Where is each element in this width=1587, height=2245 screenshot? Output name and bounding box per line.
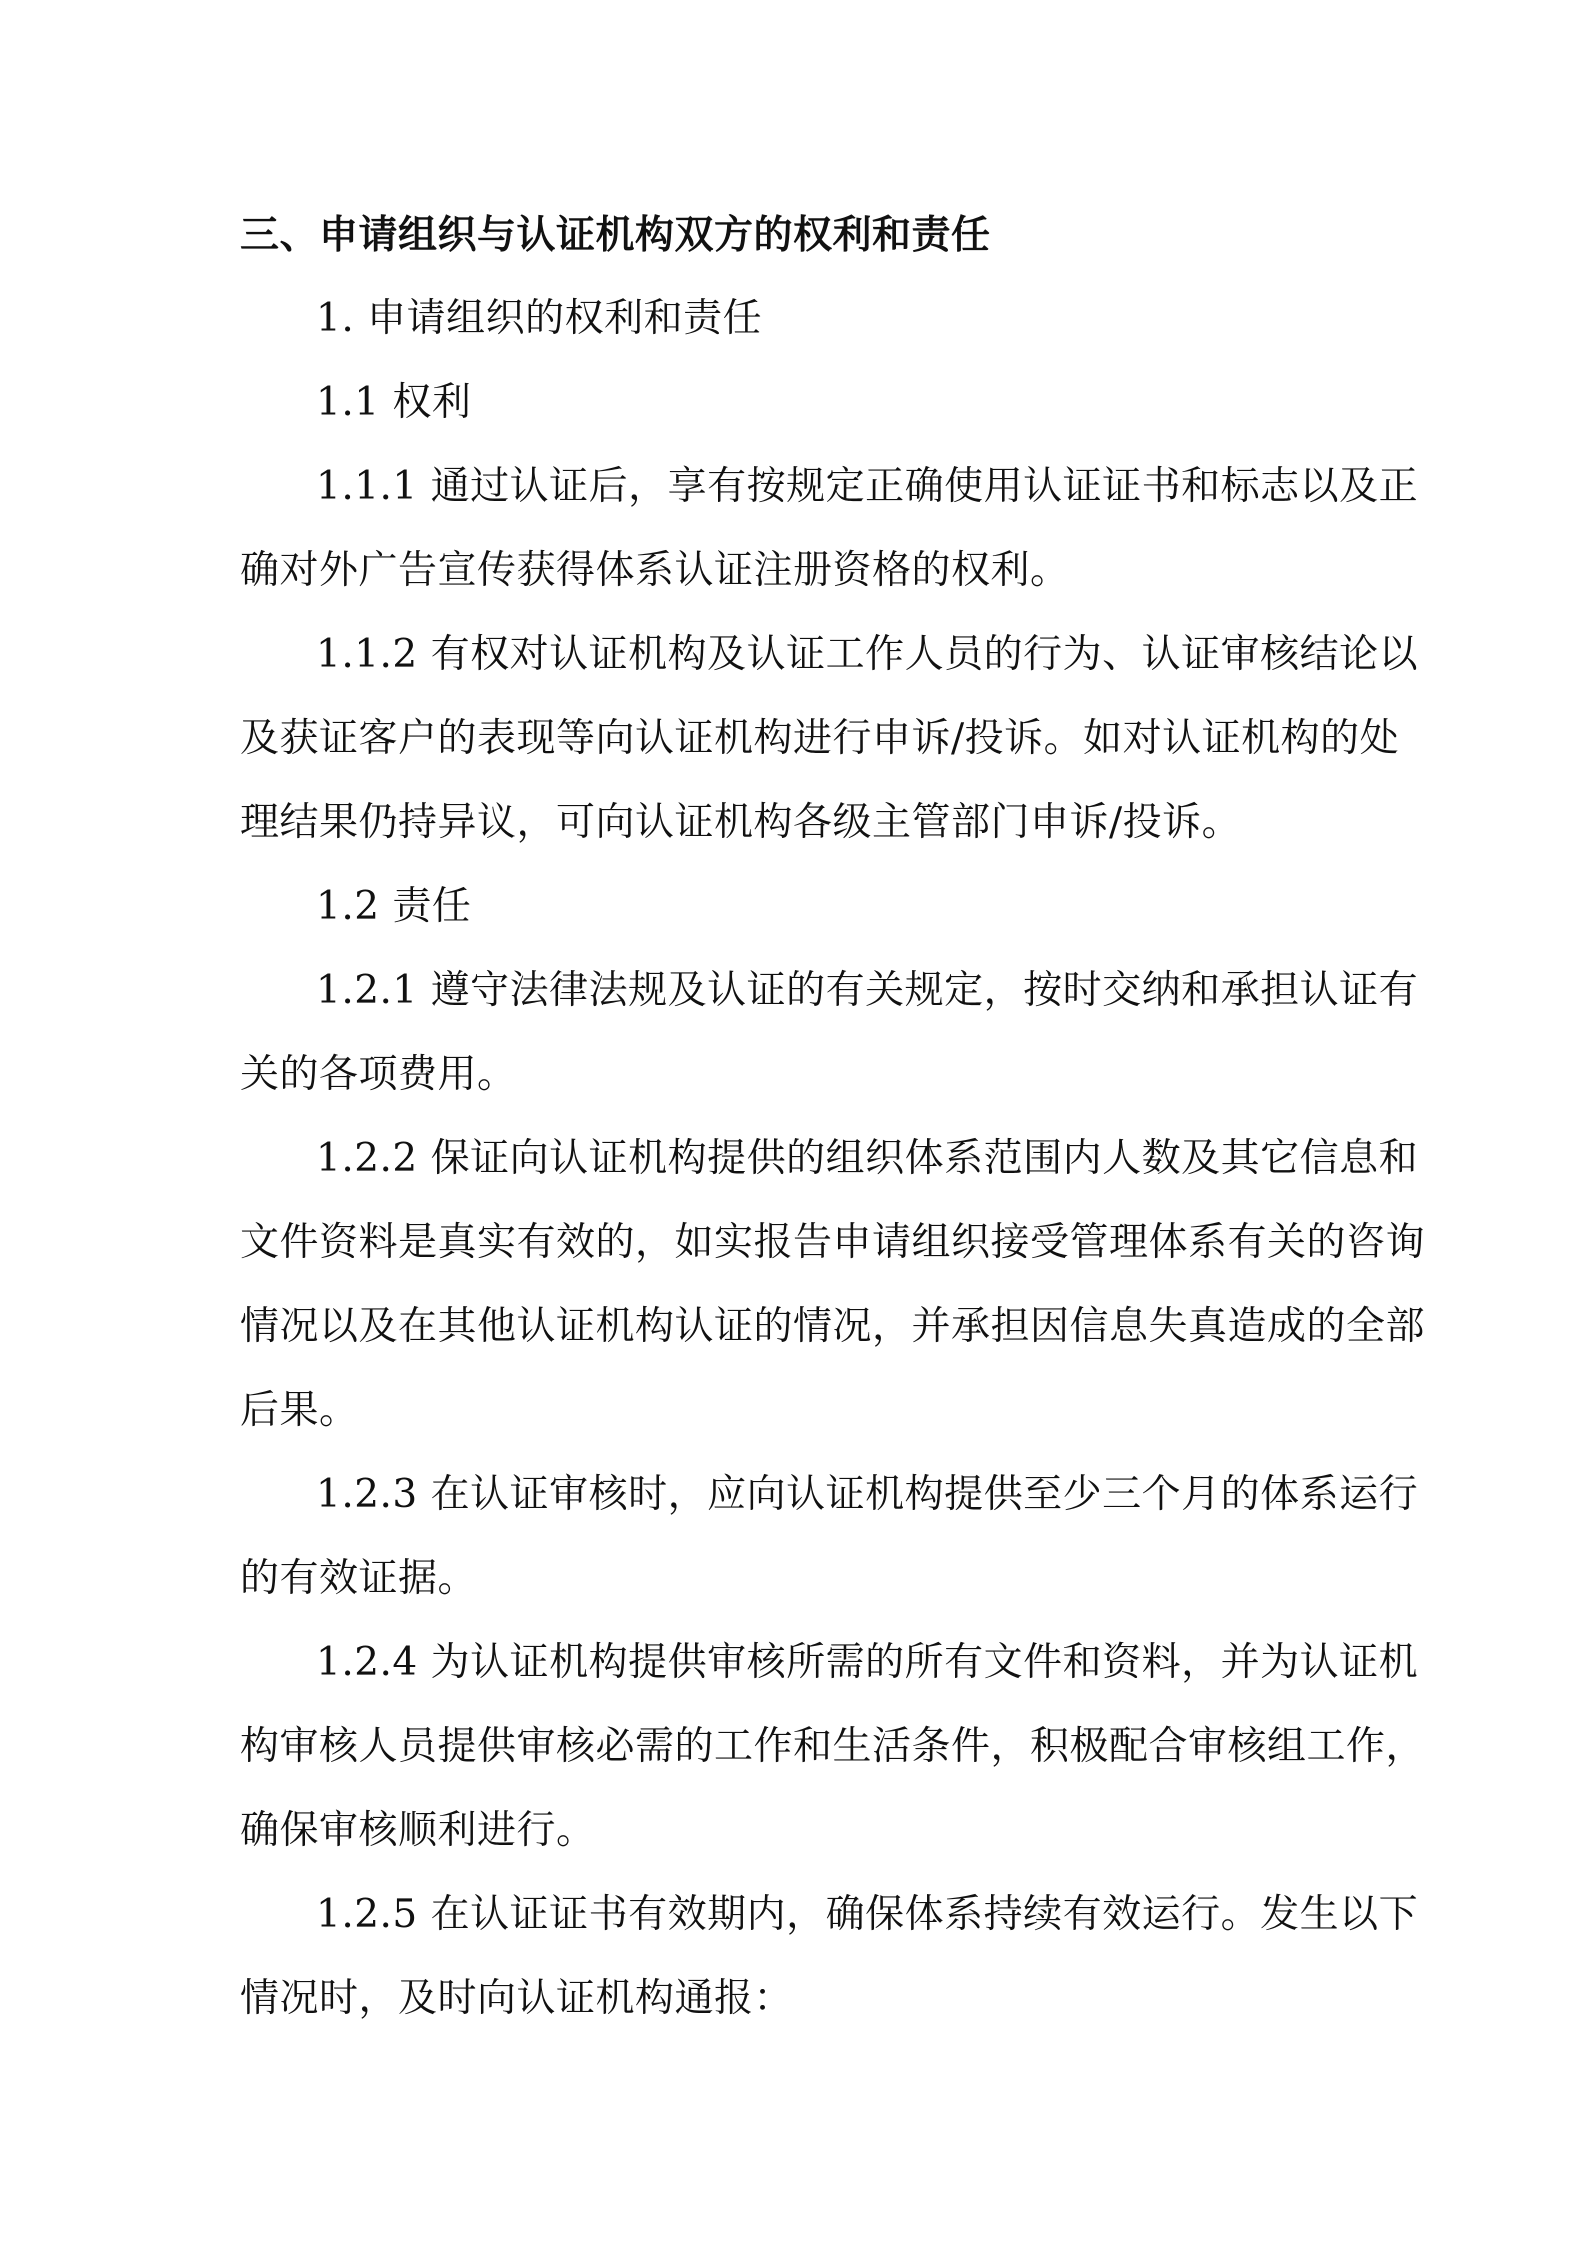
paragraph-1-1-2-line-3: 理结果仍持异议，可向认证机构各级主管部门申诉/投诉。 xyxy=(240,800,1242,845)
paragraph-1-1-2-line-2: 及获证客户的表现等向认证机构进行申诉/投诉。如对认证机构的处 xyxy=(240,716,1400,761)
paragraph-1-2-1-line-1: 1.2.1 遵守法律法规及认证的有关规定，按时交纳和承担认证有 xyxy=(316,968,1419,1013)
section-heading: 三、申请组织与认证机构双方的权利和责任 xyxy=(240,212,991,258)
paragraph-1-2-1-line-2: 关的各项费用。 xyxy=(240,1052,517,1097)
paragraph-1-2-2-line-2: 文件资料是真实有效的，如实报告申请组织接受管理体系有关的咨询 xyxy=(240,1220,1426,1265)
paragraph-1-1-2-line-1: 1.1.2 有权对认证机构及认证工作人员的行为、认证审核结论以 xyxy=(316,632,1419,677)
paragraph-1-2-5-line-2: 情况时，及时向认证机构通报： xyxy=(240,1976,794,2021)
paragraph-1-2-5-line-1: 1.2.5 在认证证书有效期内，确保体系持续有效运行。发生以下 xyxy=(316,1892,1419,1937)
paragraph-1-2-2-line-3: 情况以及在其他认证机构认证的情况，并承担因信息失真造成的全部 xyxy=(240,1304,1426,1349)
paragraph-1-2-2-line-1: 1.2.2 保证向认证机构提供的组织体系范围内人数及其它信息和 xyxy=(316,1136,1419,1181)
document-page xyxy=(240,0,1426,2245)
subsection-title-1: 1. 申请组织的权利和责任 xyxy=(316,296,763,341)
subsection-title-1-1: 1.1 权利 xyxy=(316,380,472,425)
paragraph-1-2-4-line-3: 确保审核顺利进行。 xyxy=(240,1808,596,1853)
paragraph-1-1-1-line-2: 确对外广告宣传获得体系认证注册资格的权利。 xyxy=(240,548,1070,593)
paragraph-1-2-3-line-1: 1.2.3 在认证审核时，应向认证机构提供至少三个月的体系运行 xyxy=(316,1472,1419,1517)
paragraph-1-2-3-line-2: 的有效证据。 xyxy=(240,1556,478,1601)
paragraph-1-2-4-line-2: 构审核人员提供审核必需的工作和生活条件，积极配合审核组工作， xyxy=(240,1724,1426,1769)
paragraph-1-2-2-line-4: 后果。 xyxy=(240,1388,359,1433)
subsection-title-1-2: 1.2 责任 xyxy=(316,884,472,929)
paragraph-1-1-1-line-1: 1.1.1 通过认证后，享有按规定正确使用认证证书和标志以及正 xyxy=(316,464,1419,509)
paragraph-1-2-4-line-1: 1.2.4 为认证机构提供审核所需的所有文件和资料，并为认证机 xyxy=(316,1640,1419,1685)
